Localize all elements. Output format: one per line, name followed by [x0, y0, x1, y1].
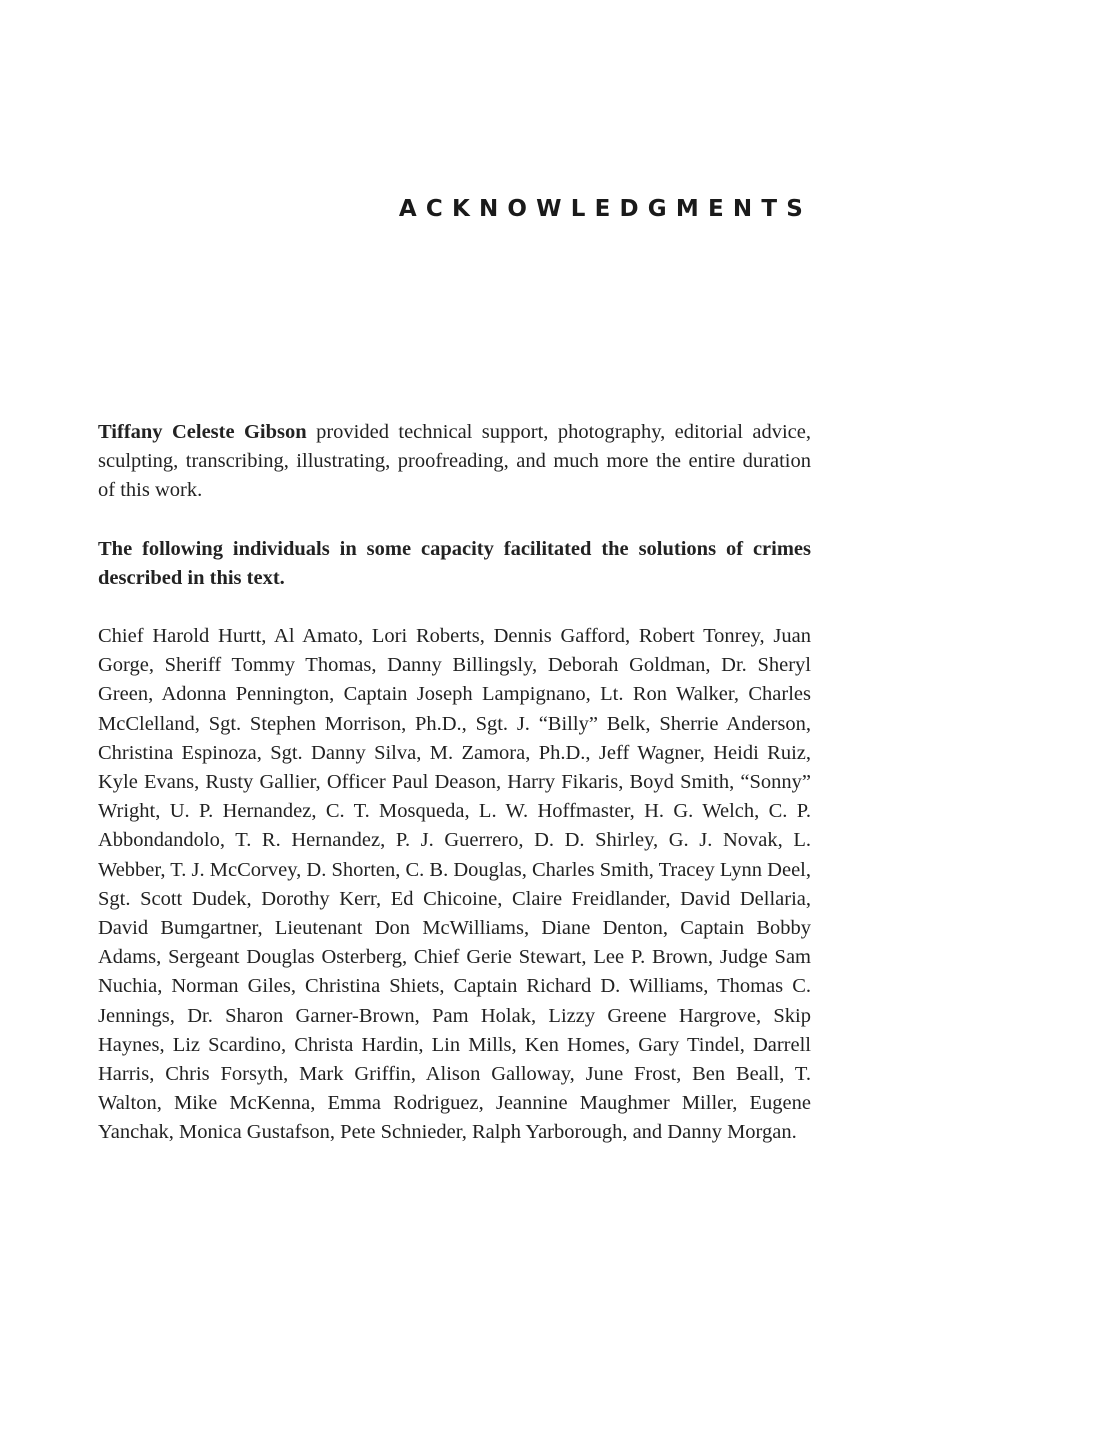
acknowledgments-body [98, 418, 811, 1177]
page-title: ACKNOWLEDGMENTS [398, 196, 812, 222]
paragraph-1-text: provided technical support, photography, editorial advice, sculpting, transcribing, illustrating, proofreading, and much more the entire duration of this work. [98, 421, 811, 502]
individuals-intro: The following individuals in some capacity facilitated the solutions of crimes described in this text. [98, 537, 811, 589]
paragraph-tiffany-gibson [98, 418, 811, 506]
individuals-list: Chief Harold Hurtt, Al Amato, Lori Roberts, Dennis Gafford, Robert Tonrey, Juan Gorge, Sheriff Tommy Thomas, Danny Billingsly, Deborah Goldman, Dr. Sheryl Green, Adonna Pennington, Captain Joseph Lampignano, Lt. Ron Walker, Charles McClelland, Sgt. Stephen Morrison, Ph.D., Sgt. J. “Billy” Belk, Sherrie Anderson, Christina Espinoza, Sgt. Danny Silva, M. Zamora, Ph.D., Jeff Wagner, Heidi Ruiz, Kyle Evans, Rusty Gallier, Officer Paul Deason, Harry Fikaris, Boyd Smith, “Sonny” Wright, U. P. Hernandez, C. T. Mosqueda, L. W. Hoffmaster, H. G. Welch, C. P. Abbondandolo, T. R. Hernandez, P. J. Guerrero, D. D. Shirley, G. J. Novak, L. Webber, T. J. McCorvey, D. Shorten, C. B. Douglas, Charles Smith, Tracey Lynn Deel, Sgt. Scott Dudek, Dorothy Kerr, Ed Chicoine, Claire Freidlander, David Dellaria, David Bumgartner, Lieutenant Don McWilliams, Diane Denton, Captain Bobby Adams, Sergeant Douglas Osterberg, Chief Gerie Stewart, Lee P. Brown, Judge Sam Nuchia, Norman Giles, Christina Shiets, Captain Richard D. Williams, Thomas C. Jennings, Dr. Sharon Garner-Brown, Pam Holak, Lizzy Greene Hargrove, Skip Haynes, Liz Scardino, Christa Hardin, Lin Mills, Ken Homes, Gary Tindel, Darrell Harris, Chris Forsyth, Mark Griffin, Alison Galloway, June Frost, Ben Beall, T. Walton, Mike McKenna, Emma Rodriguez, Jeannine Maughmer Miller, Eugene Yanchak, Monica Gustafson, Pete Schnieder, Ralph Yarborough, and Danny Morgan. [98, 625, 811, 1144]
lead-name: Tiffany Celeste Gibson [98, 421, 307, 443]
